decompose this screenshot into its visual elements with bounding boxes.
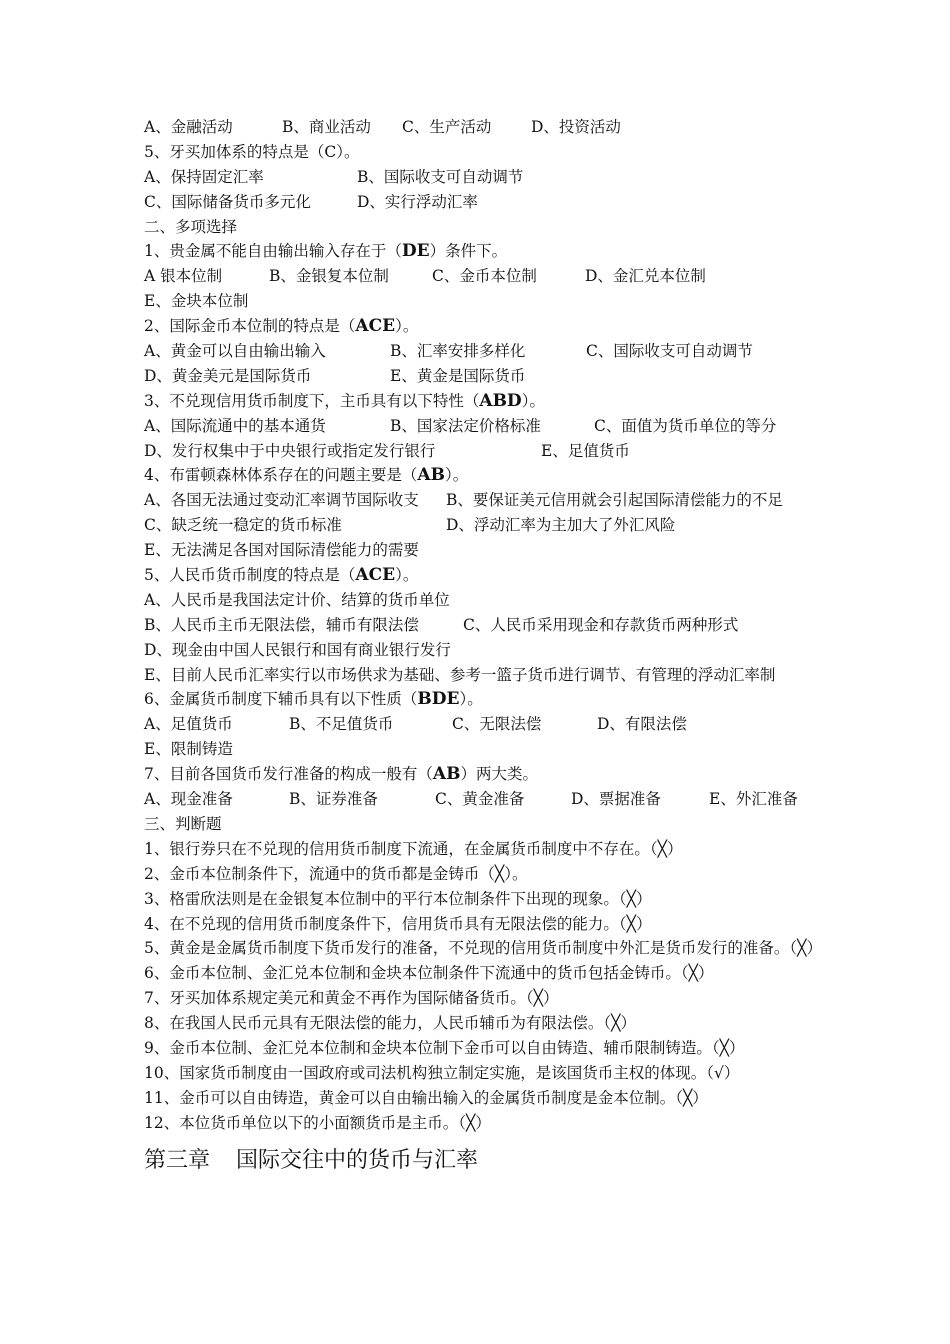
option-item: B、汇率安排多样化 [390,342,526,361]
question-text: 5、牙买加体系的特点是（ [144,142,325,161]
option-item: A、国际流通中的基本通货 [144,416,326,435]
option-item: E、外汇准备 [709,790,798,809]
option-row [144,190,834,215]
question-line [144,762,834,787]
question-text: 7、目前各国货币发行准备的构成一般有（ [144,765,433,784]
question-text-end: ）。 [395,566,419,585]
option-item: A、现金准备 [144,790,233,809]
option-row [144,364,834,389]
option-item: C、黄金准备 [435,790,525,809]
question-text-end: ）。 [521,391,545,410]
text-line: E、目前人民币汇率实行以市场供求为基础、参考一篮子货币进行调节、有管理的浮动汇率制 [144,665,776,684]
text-line: 12、本位货币单位以下的小面额货币是主币。（╳） [144,1113,491,1132]
question-line [144,463,834,488]
text-line: 7、牙买加体系规定美元和黄金不再作为国际储备货币。（╳） [144,989,559,1008]
option-row [144,414,834,439]
question-line [144,687,834,712]
text-line: 9、金币本位制、金汇兑本位制和金块本位制下金币可以自由铸造、辅币限制铸造。（╳） [144,1038,745,1057]
chapter-title: 国际交往中的货币与汇率 [236,1147,479,1173]
option-row [144,712,834,737]
option-item: E、足值货币 [541,441,630,460]
question-text: 4、布雷顿森林体系存在的问题主要是（ [144,466,418,485]
option-item: C、生产活动 [402,118,492,136]
question-line [144,389,834,414]
option-row [144,787,834,812]
question-text-end: ）。 [395,317,419,336]
question-text: 6、金属货币制度下辅币具有以下性质（ [144,690,418,709]
option-row [144,513,834,538]
option-item: B、人民币主币无限法偿，辅币有限法偿 [144,615,419,634]
answer-key: C [324,142,337,161]
text-line: 1、银行券只在不兑现的信用货币制度下流通，在金属货币制度中不存在。（╳） [144,839,683,858]
chapter-number: 第三章 [144,1147,211,1173]
text-line: 10、国家货币制度由一国政府或司法机构独立制定实施，是该国货币主权的体现。（√） [144,1063,740,1082]
option-item: A 银本位制 [144,267,223,286]
text-line: E、金块本位制 [144,292,249,311]
answer-key: BDE [417,689,460,710]
option-item: B、要保证美元信用就会引起国际清偿能力的不足 [446,491,783,510]
question-text: 2、国际金币本位制的特点是（ [144,317,356,336]
option-item: C、国际收支可自动调节 [586,342,753,361]
question-text-end: ）。 [444,466,469,485]
option-row [144,339,834,364]
option-item: C、国际储备货币多元化 [144,192,311,211]
text-line: 3、格雷欣法则是在金银复本位制中的平行本位制条件下出现的现象。（╳） [144,889,652,908]
question-text-end: ）。 [459,690,483,709]
answer-key: ABD [479,390,522,411]
text-line: 2、金币本位制条件下，流通中的货币都是金铸币（╳）。 [144,864,528,883]
question-line [144,314,834,339]
question-text: 1、贵金属不能自由输出输入存在于（ [144,242,402,261]
text-line: D、现金由中国人民银行和国有商业银行发行 [144,640,451,659]
question-line [144,563,834,588]
document-body [144,115,834,1176]
option-item: E、黄金是国际货币 [390,366,526,385]
option-row [144,439,834,464]
option-item: A、金融活动 [144,118,233,136]
option-item: C、无限法偿 [452,715,542,734]
text-line: 三、判断题 [144,814,222,833]
chapter-heading [144,1146,834,1176]
option-item: D、票据准备 [571,790,661,809]
question-line [144,239,834,264]
option-item: D、浮动汇率为主加大了外汇风险 [446,516,676,535]
text-line: 11、金币可以自由铸造，黄金可以自由输出输入的金属货币制度是金本位制。（╳） [144,1088,708,1107]
question-text: 5、人民币货币制度的特点是（ [144,566,356,585]
option-item: C、面值为货币单位的等分 [594,416,777,435]
text-line: A、人民币是我国法定计价、结算的货币单位 [144,590,450,609]
answer-key: ACE [355,316,396,337]
option-item: D、黄金美元是国际货币 [144,366,312,385]
option-item: C、缺乏统一稳定的货币标准 [144,516,342,535]
question-text-end: ）。 [336,142,360,161]
option-item: D、有限法偿 [597,715,687,734]
question-text-end: ）两大类。 [460,765,538,784]
question-text-end: ）条件下。 [429,242,508,261]
judgment-item: 5、黄金是金属货币制度下货币发行的准备，不兑现的信用货币制度中外汇是货币发行的准备。（╳） [144,939,822,958]
option-item: D、投资活动 [531,118,621,136]
option-item: A、各国无法通过变动汇率调节国际收支 [144,491,419,510]
text-line: E、限制铸造 [144,740,233,759]
answer-key: DE [401,241,430,262]
option-item: D、实行浮动汇率 [357,192,478,211]
option-item: B、证券准备 [289,790,378,809]
option-item: D、金汇兑本位制 [585,267,706,286]
answer-key: AB [417,465,445,486]
answer-key: ACE [355,565,396,586]
option-row [144,115,834,140]
option-row [144,264,834,289]
option-item: B、国际收支可自动调节 [357,167,524,186]
option-item: B、不足值货币 [289,715,394,734]
text-line: 8、在我国人民币元具有无限法偿的能力，人民币辅币为有限法偿。（╳） [144,1014,636,1033]
option-item: B、国家法定价格标准 [390,416,541,435]
text-line: 4、在不兑现的信用货币制度条件下，信用货币具有无限法偿的能力。（╳） [144,914,652,933]
option-row [144,613,834,638]
option-row [144,165,834,190]
option-item: C、人民币采用现金和存款货币两种形式 [463,615,739,634]
answer-key: AB [432,764,461,785]
text-line: 二、多项选择 [144,217,238,236]
option-item: C、金币本位制 [432,267,537,286]
option-item: B、商业活动 [282,118,371,136]
text-line: 6、金币本位制、金汇兑本位制和金块本位制条件下流通中的货币包括金铸币。（╳） [144,964,714,983]
option-row [144,488,834,513]
option-item: A、黄金可以自由输出输入 [144,342,326,361]
option-item: B、金银复本位制 [269,267,389,286]
question-line [144,140,834,165]
option-item: D、发行权集中于中央银行或指定发行银行 [144,441,436,460]
option-item: A、足值货币 [144,715,233,734]
question-text: 3、不兑现信用货币制度下，主币具有以下特性（ [144,391,480,410]
option-item: A、保持固定汇率 [144,167,264,186]
text-line: E、无法满足各国对国际清偿能力的需要 [144,541,419,560]
